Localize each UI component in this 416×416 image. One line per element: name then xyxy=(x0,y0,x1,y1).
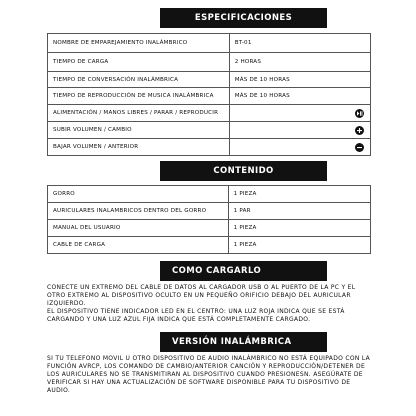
charging-paragraph: EL DISPOSITIVO TIENE INDICADOR LED EN EL CENTRO: UNA LUZ ROJA INDICA QUE SE ESTÁ CARGANDO Y UNA LUZ AZUL FIJA INDICA QUE ESTÁ COMPLETAMENTE CARGADO. xyxy=(47,308,345,323)
minus-icon xyxy=(355,143,364,152)
table-row xyxy=(48,220,371,237)
specs-table xyxy=(47,33,371,156)
spec-label: TIEMPO DE CONVERSACIÓN INALÁMBRICA xyxy=(48,72,230,88)
content-value: 1 PIEZA xyxy=(228,237,370,254)
content-label: AURICULARES INALAMBRICOS DENTRO DEL GORRO xyxy=(48,203,229,220)
content-value: 1 PIEZA xyxy=(228,220,370,237)
table-row xyxy=(48,122,371,139)
content-value: 1 PIEZA xyxy=(228,186,370,203)
charging-paragraph: CONECTE UN EXTREMO DEL CABLE DE DATOS AL CARGADOR USB O AL PUERTO DE LA PC Y EL OTRO EXTREMO AL DISPOSITIVO OCULTO EN UN PEQUEÑO ORIFICIO DEBAJO DEL AURICULAR IZQUIERDO. xyxy=(47,284,356,307)
charging-text xyxy=(47,284,375,324)
spec-icon-cell xyxy=(229,122,370,139)
spec-label: TIEMPO DE CARGA xyxy=(48,53,230,72)
contents-heading: CONTENIDO xyxy=(160,161,327,181)
spec-value: 2 HORAS xyxy=(229,53,370,72)
table-row xyxy=(48,203,371,220)
table-row xyxy=(48,72,371,88)
plus-icon xyxy=(355,126,364,135)
spec-label: SUBIR VOLUMEN / CAMBIO xyxy=(48,122,230,139)
wireless-text xyxy=(47,355,375,395)
content-label: GORRO xyxy=(48,186,229,203)
table-row xyxy=(48,139,371,156)
spec-value: BT-01 xyxy=(229,34,370,53)
spec-value: MÁS DE 10 HORAS xyxy=(229,72,370,88)
table-row xyxy=(48,237,371,254)
charging-heading: COMO CARGARLO xyxy=(160,261,327,281)
spec-label: NOMBRE DE EMPAREJAMIENTO INALÁMBRICO xyxy=(48,34,230,53)
spec-label: ALIMENTACIÓN / MANOS LIBRES / PARAR / REPRODUCIR xyxy=(48,105,230,122)
spec-icon-cell xyxy=(229,139,370,156)
content-label: CABLE DE CARGA xyxy=(48,237,229,254)
play-pause-icon xyxy=(355,109,364,118)
wireless-heading: VERSIÓN INALÁMBRICA xyxy=(160,332,327,352)
content-value: 1 PAR xyxy=(228,203,370,220)
content-label: MANUAL DEL USUARIO xyxy=(48,220,229,237)
spec-label: TIEMPO DE REPRODUCCIÓN DE MUSICA INALÁMBRICA xyxy=(48,88,230,105)
table-row xyxy=(48,53,371,72)
wireless-paragraph: SI TU TELEFONO MOVIL U OTRO DISPOSITIVO DE AUDIO INALÁMBRICO NO ESTÁ EQUIPADO CON LA FUNCIÓN AVRCP, LOS COMANDO DE CAMBIO/ANTERIOR CANCIÓN Y REPRODUCCIÓN/DETENER DE LOS AURICULARES NO SE TRANSMITIRAN AL DISPOSITIVO CUANDO PRESIONESN. ASEGÚRATE DE VERIFICAR SI HAY UNA ACTUALIZACIÓN DE SOFTWARE DISPONIBLE PARA TU DISPOSITIVO DE AUDIO. xyxy=(47,355,371,394)
table-row xyxy=(48,88,371,105)
spec-icon-cell xyxy=(229,105,370,122)
table-row xyxy=(48,34,371,53)
specs-heading: ESPECIFICACIONES xyxy=(160,8,327,28)
spec-label: BAJAR VOLUMEN / ANTERIOR xyxy=(48,139,230,156)
table-row xyxy=(48,105,371,122)
spec-value: MÁS DE 10 HORAS xyxy=(229,88,370,105)
table-row xyxy=(48,186,371,203)
contents-table xyxy=(47,185,371,254)
